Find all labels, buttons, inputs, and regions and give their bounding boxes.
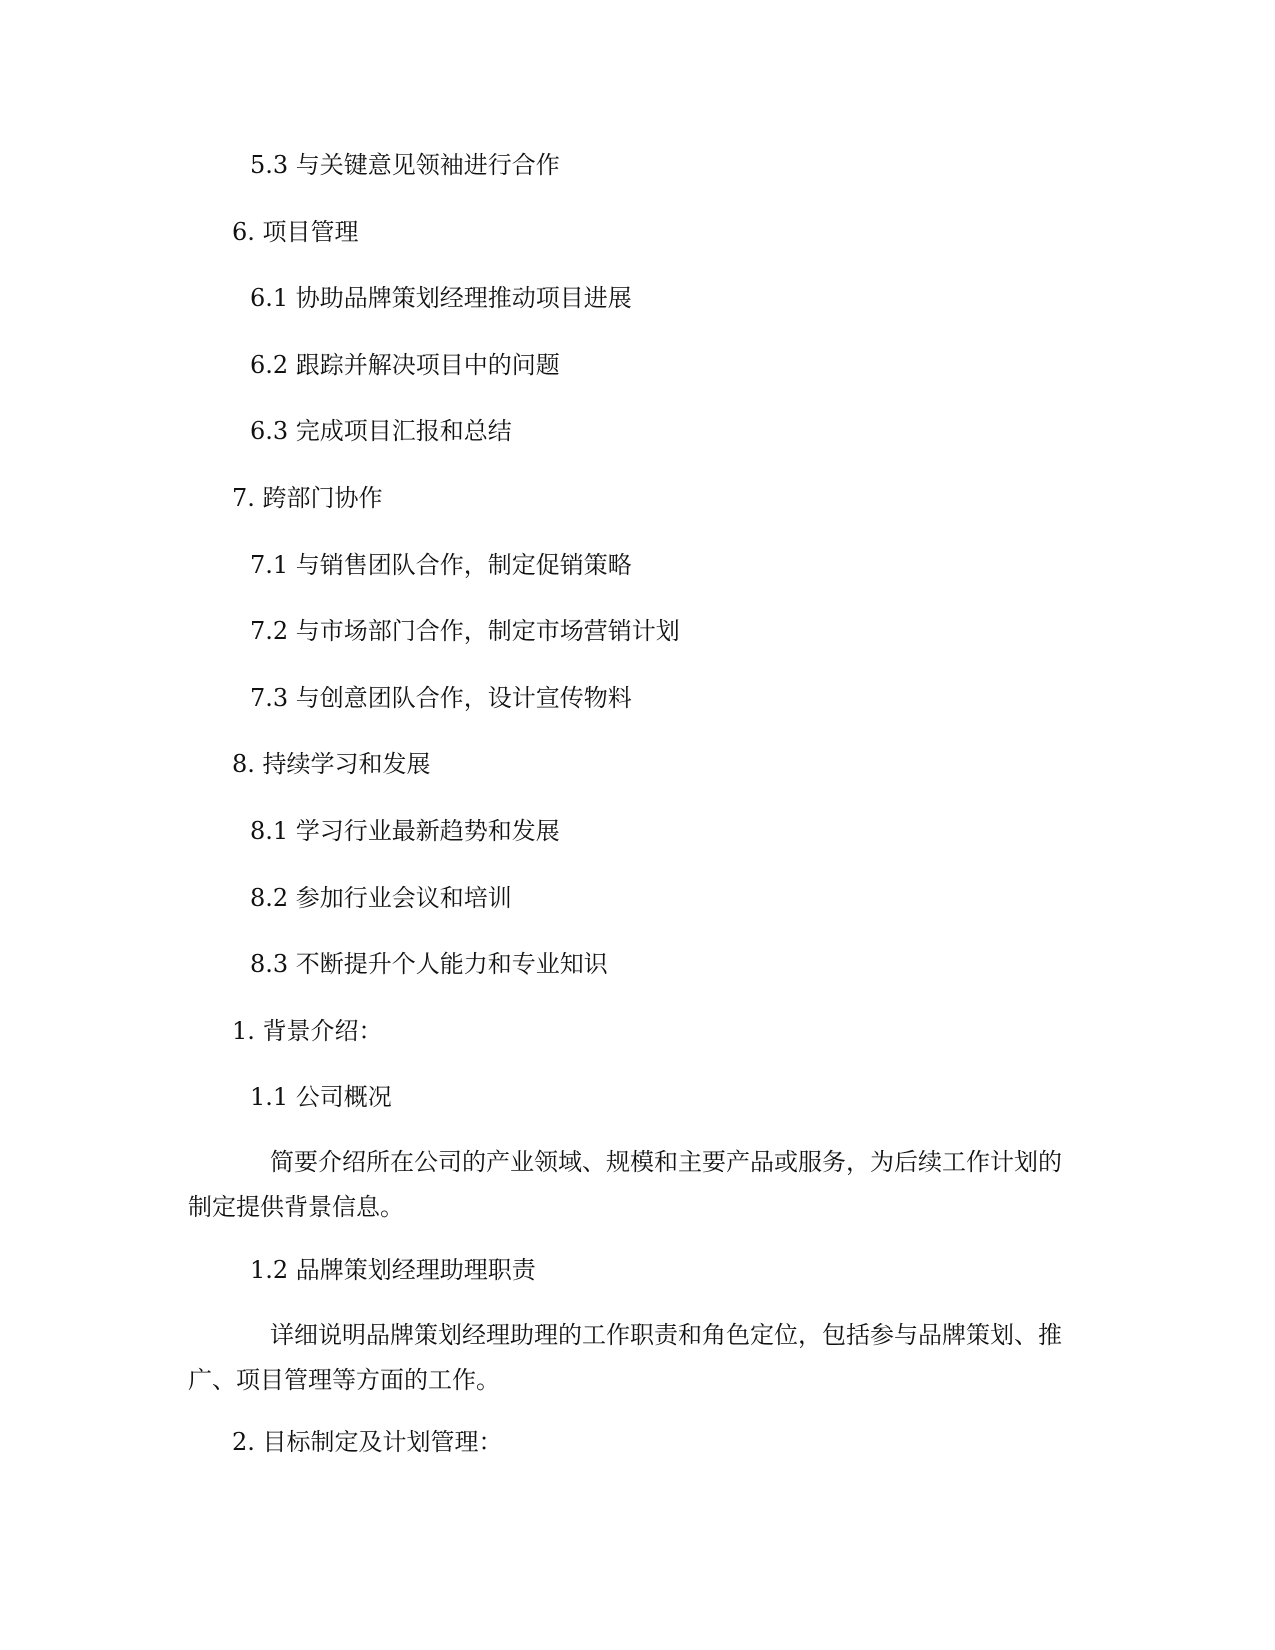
item-8-3: 8.3 不断提升个人能力和专业知识 [250, 950, 608, 978]
paragraph-company-overview: 简要介绍所在公司的产业领域、规模和主要产品或服务，为后续工作计划的制定提供背景信息。 [188, 1148, 1062, 1221]
item-6-2: 6.2 跟踪并解决项目中的问题 [250, 351, 560, 379]
section-8-heading: 8. 持续学习和发展 [232, 750, 431, 778]
item-6-1: 6.1 协助品牌策划经理推动项目进展 [250, 284, 632, 312]
section-1-heading: 1. 背景介绍： [232, 1017, 383, 1045]
item-5-3: 5.3 与关键意见领袖进行合作 [250, 151, 560, 179]
section-6-heading: 6. 项目管理 [232, 218, 359, 246]
item-8-2: 8.2 参加行业会议和培训 [250, 884, 512, 912]
section-2-heading: 2. 目标制定及计划管理： [232, 1428, 503, 1456]
item-8-1: 8.1 学习行业最新趋势和发展 [250, 817, 560, 845]
item-7-3: 7.3 与创意团队合作，设计宣传物料 [250, 684, 632, 712]
section-7-heading: 7. 跨部门协作 [232, 484, 383, 512]
item-6-3: 6.3 完成项目汇报和总结 [250, 417, 512, 445]
item-7-1: 7.1 与销售团队合作，制定促销策略 [250, 551, 632, 579]
item-1-2: 1.2 品牌策划经理助理职责 [250, 1256, 536, 1284]
item-1-1: 1.1 公司概况 [250, 1083, 392, 1111]
paragraph-role-duties: 详细说明品牌策划经理助理的工作职责和角色定位，包括参与品牌策划、推广、项目管理等方面的工作。 [188, 1321, 1062, 1394]
item-7-2: 7.2 与市场部门合作，制定市场营销计划 [250, 617, 680, 645]
